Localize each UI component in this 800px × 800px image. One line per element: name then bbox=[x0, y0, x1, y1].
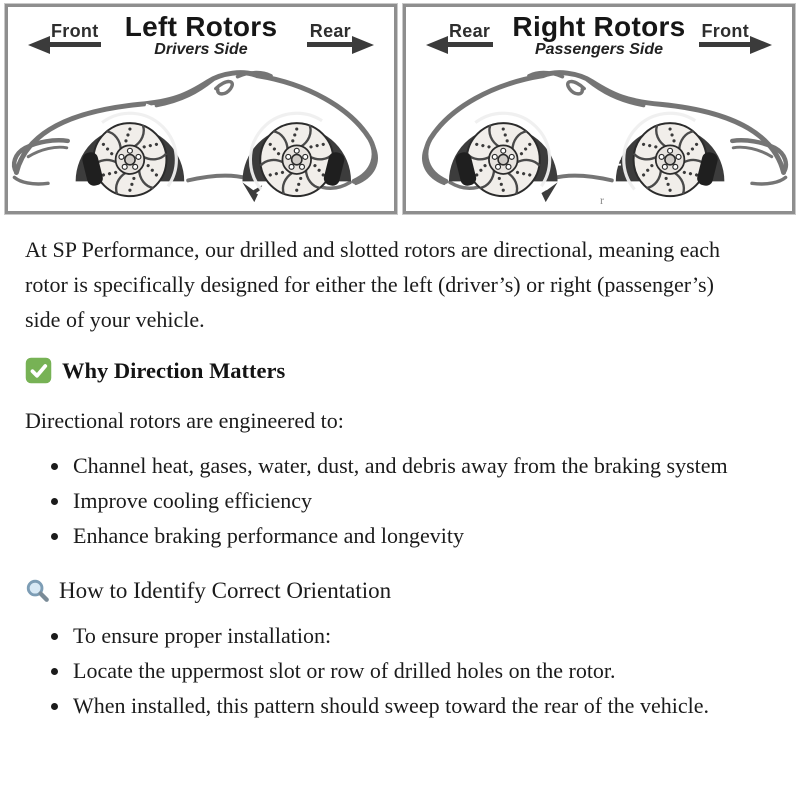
right-panel-header bbox=[406, 7, 792, 66]
lead-sentence: Directional rotors are engineered to: bbox=[25, 408, 344, 433]
right-rotors-panel bbox=[403, 4, 795, 214]
panel-subtitle: Passengers Side bbox=[534, 41, 664, 59]
installation-list bbox=[25, 618, 759, 723]
heading-text: Why Direction Matters bbox=[62, 358, 286, 383]
article-body bbox=[0, 214, 800, 723]
list-item: • Enhance braking performance and longevity bbox=[71, 518, 759, 553]
left-rotors-panel bbox=[5, 4, 397, 214]
direction-label: Front bbox=[48, 22, 101, 47]
svg-text:Rotation: Rotation bbox=[608, 103, 652, 167]
list-item: • Locate the uppermost slot or row of drilled holes on the rotor. bbox=[71, 653, 759, 688]
panel-title: Left Rotors bbox=[124, 11, 278, 42]
magnifying-glass-emoji-icon bbox=[25, 578, 51, 604]
direction-label: Front bbox=[699, 22, 752, 47]
rear-direction-arrow bbox=[426, 22, 493, 47]
panel-title: Right Rotors bbox=[512, 11, 686, 42]
list-item: • To ensure proper installation: bbox=[71, 618, 759, 653]
direction-label: Rear bbox=[446, 22, 493, 47]
svg-text:Rotation: Rotation bbox=[141, 100, 192, 160]
right-arrowhead-icon bbox=[352, 36, 374, 54]
direction-label: Rear bbox=[307, 22, 354, 47]
heading-text: How to Identify Correct Orientation bbox=[59, 578, 392, 603]
how-to-identify-heading bbox=[25, 573, 772, 608]
left-arrowhead-icon bbox=[28, 36, 50, 54]
benefits-list bbox=[25, 448, 759, 553]
left-panel-header bbox=[8, 7, 394, 66]
left-arrowhead-icon bbox=[426, 36, 448, 54]
svg-text:Rotation: Rotation bbox=[498, 98, 561, 144]
svg-text:Rotation: Rotation bbox=[235, 100, 287, 159]
why-direction-matters-heading bbox=[25, 353, 772, 388]
list-item: • Improve cooling efficiency bbox=[71, 483, 759, 518]
intro-paragraph: At SP Performance, our drilled and slotted rotors are directional, meaning each rotor is specifically designed for either the left (driver’s) or right (passenger’s) side of your vehicle. bbox=[25, 237, 721, 332]
check-mark-emoji-icon bbox=[25, 357, 52, 384]
list-item: • Channel heat, gases, water, dust, and debris away from the braking system bbox=[71, 448, 759, 483]
list-item: • When installed, this pattern should sweep toward the rear of the vehicle. bbox=[71, 688, 759, 723]
rear-direction-arrow bbox=[307, 22, 374, 47]
rotor-direction-diagram bbox=[0, 0, 800, 214]
stray-mark: r bbox=[599, 193, 604, 208]
front-direction-arrow bbox=[699, 22, 772, 47]
front-direction-arrow bbox=[28, 22, 101, 47]
right-car-illustration bbox=[406, 56, 792, 209]
left-car-illustration bbox=[8, 56, 394, 209]
panel-subtitle: Drivers Side bbox=[154, 41, 248, 59]
right-arrowhead-icon bbox=[750, 36, 772, 54]
